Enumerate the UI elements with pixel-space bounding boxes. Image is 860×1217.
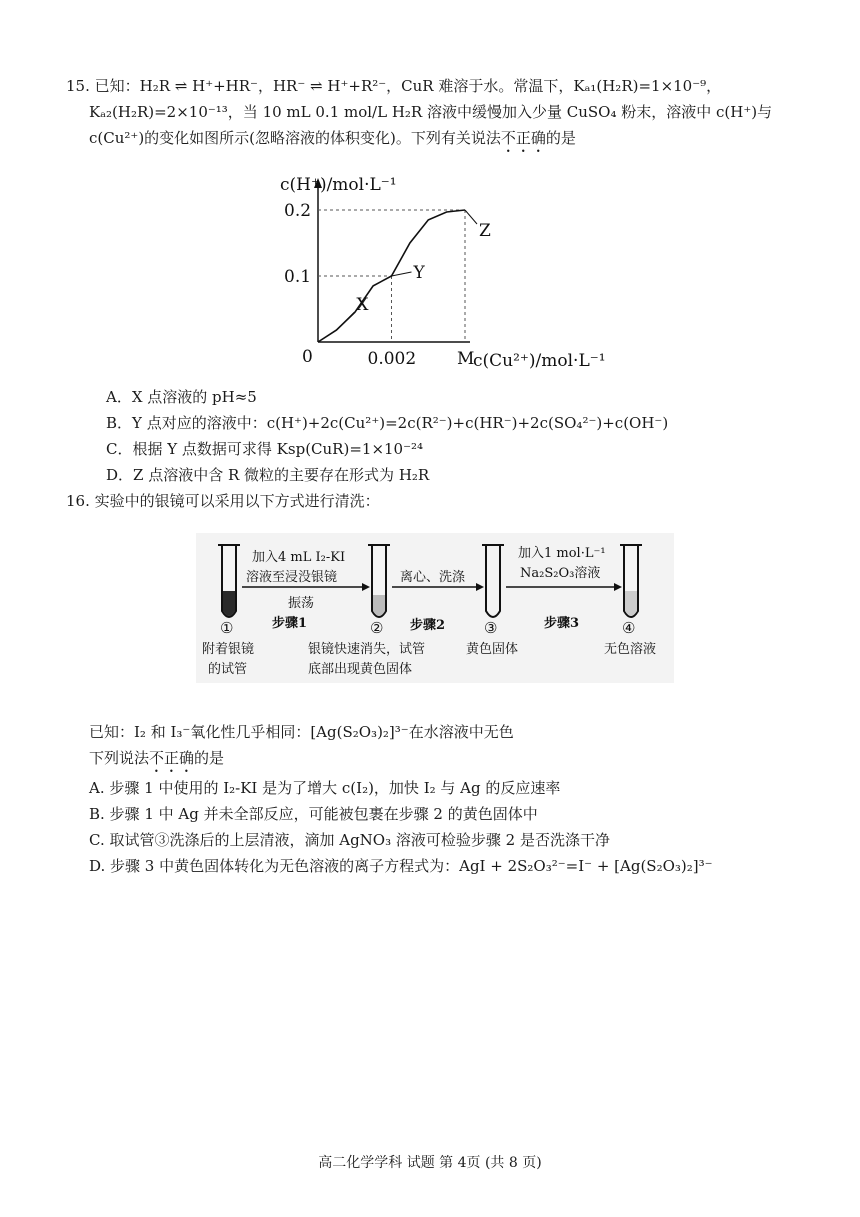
q15-line3 xyxy=(89,128,576,156)
q16-prompt-c: 的是 xyxy=(194,749,225,767)
q15-option-a: A．X 点溶液的 pH≈5 xyxy=(106,388,257,406)
q15-emphasis: 不正确 xyxy=(500,129,546,147)
flow-svg xyxy=(196,533,674,683)
tube3-desc: 黄色固体 xyxy=(466,642,519,657)
q16-title: 16. 实验中的银镜可以采用以下方式进行清洗： xyxy=(66,492,380,510)
step1-bottom: 振荡 xyxy=(288,596,315,611)
callout-z xyxy=(465,210,477,224)
step2-top: 离心、洗涤 xyxy=(400,570,466,585)
chart-axes xyxy=(314,178,470,342)
tube-4 xyxy=(620,545,642,617)
tube1-num: ① xyxy=(220,619,234,637)
step1-mid: 溶液至浸没银镜 xyxy=(246,570,338,585)
q15-option-d: D．Z 点溶液中含 R 微粒的主要存在形式为 H₂R xyxy=(106,466,430,484)
tube-2 xyxy=(368,545,390,617)
tube1-desc2: 的试管 xyxy=(208,662,248,677)
page-footer: 高二化学学科 试题 第 4页 (共 8 页) xyxy=(318,1155,542,1171)
callout-x xyxy=(336,312,354,330)
x-tick-0.002: 0.002 xyxy=(367,349,417,369)
annotation-x: X xyxy=(356,295,369,316)
tube2-num: ② xyxy=(370,619,384,637)
tube4-num: ④ xyxy=(622,619,636,637)
step1-top: 加入4 mL I₂-KI xyxy=(252,550,346,565)
callout-y xyxy=(392,272,412,276)
step3-top: 加入1 mol·L⁻¹ xyxy=(518,546,606,561)
y-tick-0.2: 0.2 xyxy=(284,201,312,221)
step3-label: 步骤3 xyxy=(544,616,580,631)
q15-option-c: C．根据 Y 点数据可求得 Ksp(CuR)=1×10⁻²⁴ xyxy=(106,440,424,458)
q16-option-a: A. 步骤 1 中使用的 I₂-KI 是为了增大 c(I₂)，加快 I₂ 与 Ag 的反应速率 xyxy=(89,779,561,797)
y-tick-0.1: 0.1 xyxy=(284,267,312,287)
q16-prompt xyxy=(89,748,224,776)
tube-1 xyxy=(218,545,240,617)
tube1-desc1: 附着银镜 xyxy=(202,642,255,657)
q15-line3-a: c(Cu²⁺)的变化如图所示(忽略溶液的体积变化)。下列有关说法 xyxy=(89,129,501,147)
q16-prompt-a: 下列说法 xyxy=(89,749,150,767)
q16-option-b: B. 步骤 1 中 Ag 并未全部反应，可能被包裹在步骤 2 的黄色固体中 xyxy=(89,805,538,823)
q15-option-b: B．Y 点对应的溶液中：c(H⁺)+2c(Cu²⁺)=2c(R²⁻)+c(HR⁻)+2c(SO₄²⁻)+c(OH⁻) xyxy=(106,414,669,432)
step1-label: 步骤1 xyxy=(272,616,308,631)
y-axis-label: c(H⁺)/mol·L⁻¹ xyxy=(280,175,397,195)
chart xyxy=(270,166,630,386)
annotation-y: Y xyxy=(413,263,425,283)
q15-line2: Kₐ₂(H₂R)=2×10⁻¹³，当 10 mL 0.1 mol/L H₂R 溶液中缓慢加入少量 CuSO₄ 粉末，溶液中 c(H⁺)与 xyxy=(89,103,773,121)
q15-line3-c: 的是 xyxy=(545,129,576,147)
tube2-desc1: 银镜快速消失，试管 xyxy=(308,642,426,657)
x-axis-label: c(Cu²⁺)/mol·L⁻¹ xyxy=(473,351,606,371)
tube3-num: ③ xyxy=(484,619,498,637)
tube4-desc: 无色溶液 xyxy=(604,642,657,657)
q16-known: 已知：I₂ 和 I₃⁻氧化性几乎相同：[Ag(S₂O₃)₂]³⁻在水溶液中无色 xyxy=(89,723,514,741)
q15-line1: 15. 已知：H₂R ⇌ H⁺+HR⁻，HR⁻ ⇌ H⁺+R²⁻，CuR 难溶于水。常温下，Kₐ₁(H₂R)=1×10⁻⁹， xyxy=(66,77,722,95)
tube2-desc2: 底部出现黄色固体 xyxy=(308,662,413,677)
tube-3 xyxy=(482,545,504,617)
x-tick-M: M xyxy=(457,349,475,369)
flow-diagram xyxy=(196,533,674,683)
q16-emphasis: 不正确 xyxy=(149,749,195,767)
q16-option-c: C. 取试管③洗涤后的上层清液，滴加 AgNO₃ 溶液可检验步骤 2 是否洗涤干净 xyxy=(89,831,610,849)
annotation-z: Z xyxy=(479,221,491,241)
q16-option-d: D. 步骤 3 中黄色固体转化为无色溶液的离子方程式为：AgI + 2S₂O₃²⁻=I⁻ + [Ag(S₂O₃)₂]³⁻ xyxy=(89,857,713,875)
step3-mid: Na₂S₂O₃溶液 xyxy=(520,566,601,581)
step2-label: 步骤2 xyxy=(410,618,446,633)
arrow-3 xyxy=(506,583,622,591)
origin-label: 0 xyxy=(302,347,313,367)
